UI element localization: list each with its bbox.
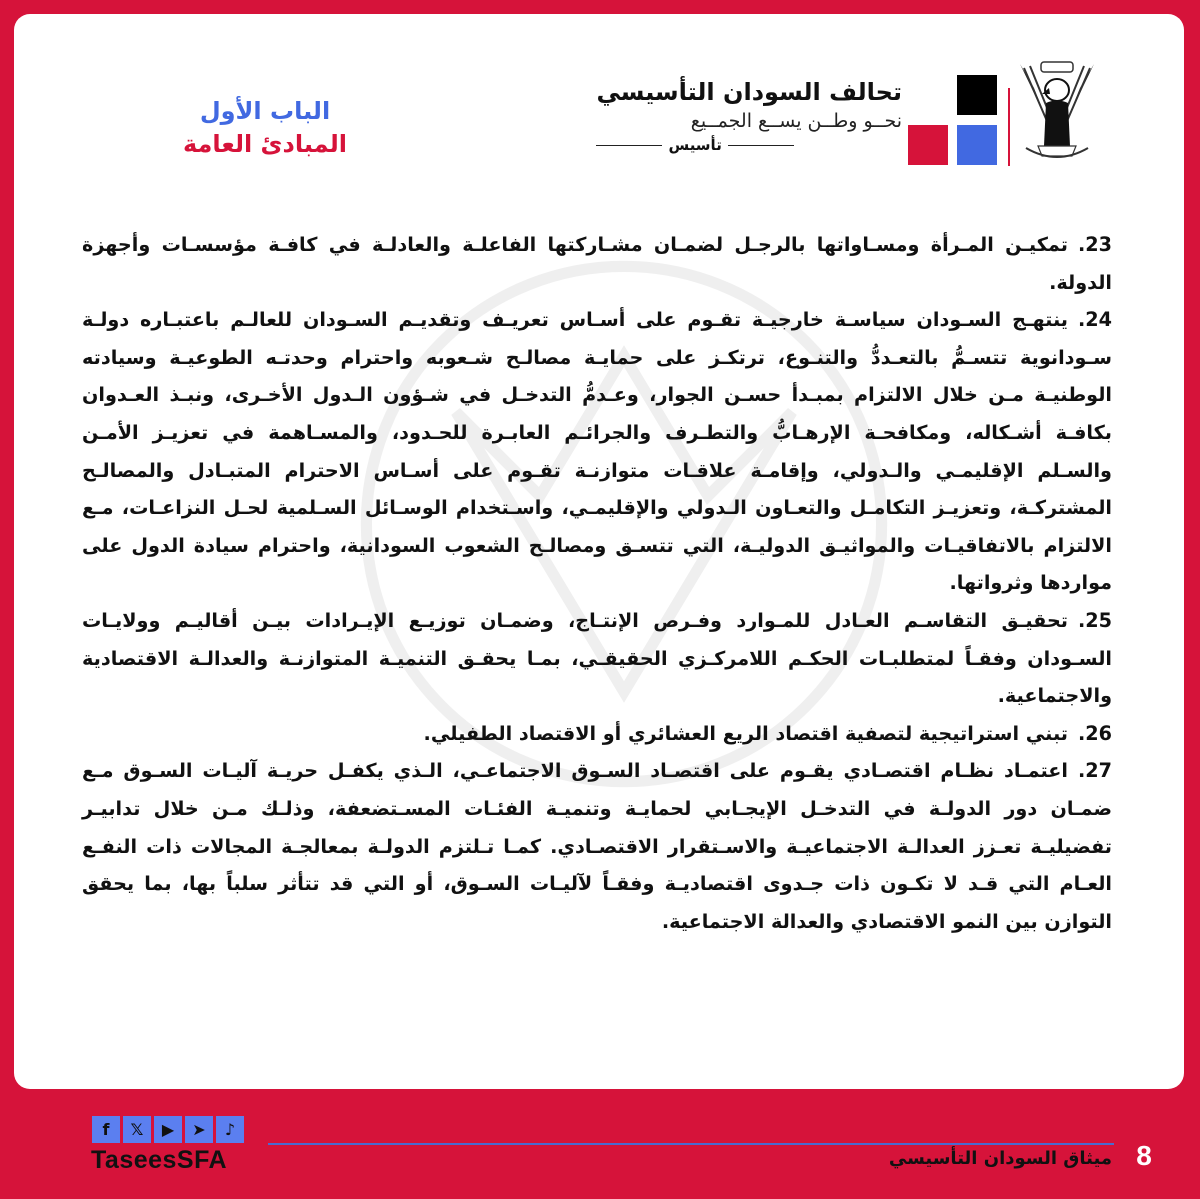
footer-title: ميثاق السودان التأسيسي [888, 1148, 1112, 1169]
brand-title: تحالف السودان التأسيسي [596, 78, 902, 106]
youtube-icon[interactable]: ▶ [154, 1116, 182, 1143]
social-links [92, 1116, 244, 1143]
logo-square-blue [957, 125, 997, 165]
article-number: 26. [1078, 721, 1112, 745]
page-number: 8 [1136, 1140, 1152, 1171]
x-twitter-icon[interactable]: 𝕏 [123, 1116, 151, 1143]
article-number: 24. [1078, 308, 1112, 332]
article-item [82, 752, 1112, 940]
article-text: تبني استراتيجية لتصفية اقتصاد الريع العشائري أو الاقتصاد الطفيلي. [423, 721, 1068, 745]
footer-divider [268, 1143, 1114, 1145]
subtitle-line-right [728, 145, 794, 146]
article-number: 25. [1078, 608, 1112, 632]
article-number: 27. [1078, 759, 1112, 783]
logo-square-red [908, 125, 948, 165]
article-item [82, 602, 1112, 715]
chapter-title: الباب الأول [199, 97, 331, 125]
social-handle: TaseesSFA [91, 1146, 228, 1174]
brand-subtitle: تأسيس [668, 136, 722, 154]
header-divider [1008, 88, 1010, 166]
chapter-heading [150, 95, 380, 161]
article-text: تمكيـن المـرأة ومسـاواتها بالرجـل لضمـان مشـاركتها الفاعلـة والعادلـة في كافـة مؤسسـات وأجهزة الدولة. [82, 233, 1112, 294]
article-number: 23. [1078, 233, 1112, 256]
article-item [82, 301, 1112, 602]
logo-square-black [957, 75, 997, 115]
article-item [82, 226, 1112, 301]
telegram-icon[interactable]: ➤ [185, 1116, 213, 1143]
brand-slogan: نحــو وطــن يســع الجمــيع [690, 110, 902, 132]
article-text: تحقيـق التقاسـم العـادل للمـوارد وفـرص الإنتـاج، وضمـان توزيـع الإيـرادات بيـن أقاليـم وولايـات السـودان وفقـاً لمتطلبـات الحكـم اللامركـزي الحقيقـي، بمـا يحقـق التنميـة المتوازنـة والعدالـة الاقتصادية والاجتماعية. [82, 608, 1112, 708]
article-text: اعتمـاد نظـام اقتصـادي يقـوم على اقتصـاد السـوق الاجتماعـي، الـذي يكفـل حريـة آليـات السـوق مـع ضمـان دور الدولـة في التدخـل الإيجـابي لحمايـة وتنميـة الفئـات المسـتضعفة، وذلـك مـن خلال تدابيـر تفضيليـة تعـزز العدالـة الاجتماعيـة والاسـتقرار الاقتصـادي. كمـا تـلتزم الدولـة بمعالجـة المجالات ذات النفـع العـام التي قـد لا تكـون ذات جـدوى اقتصاديـة وفقـاً لآليـات السـوق، أو التي قد تتأثر سلباً بها، بما يحقق التوازن بين النمو الاقتصادي والعدالة الاجتماعية. [82, 759, 1112, 933]
brand-block [596, 76, 902, 156]
subtitle-line-left [596, 145, 662, 146]
chapter-subtitle: المبادئ العامة [182, 130, 347, 158]
brand-subtitle-row [596, 134, 902, 156]
facebook-icon[interactable]: f [92, 1116, 120, 1143]
articles-list [82, 226, 1112, 940]
sudan-emblem-icon [1016, 58, 1098, 168]
tiktok-icon[interactable]: ♪ [216, 1116, 244, 1143]
article-text: ينتهـج السـودان سياسـة خارجيـة تقـوم على أسـاس تعريـف وتقديـم السـودان للعالـم باعتبـاره دولـة سـودانوية تتسـمُّ بالتعـددُّ والتنـوع، ترتكـز على حمايـة مصالـح شـعوبه واحترام وحدتـه الطوعيـة وسيادته الوطنيـة مـن خلال الالتزام بمبـدأ حسـن الجوار، وعـدمُّ التدخـل في شـؤون الـدول الأخـرى، ونبـذ العـدوان بكافـة أشـكاله، ومكافحـة الإرهـابُّ والتطـرف والجرائـم العابـرة للحـدود، والمسـاهمة في تعزيـز الأمـن والسـلم الإقليمـي والـدولي، وإقامـة علاقـات متوازنـة تقـوم على أسـاس الاحترام المتبـادل والمصالـح المشتركـة، وتعزيـز التكامـل والتعـاون الـدولي والإقليمـي، واسـتخدام الوسـائل السـلمية لحـل النزاعـات، مـع الالتزام بالاتفاقيـات والمواثيـق الدوليـة، التي تتسـق ومصالـح الشعوب السودانية، واحترام سيادة الدول على مواردها وثرواتها. [82, 308, 1112, 595]
article-item [82, 715, 1112, 753]
